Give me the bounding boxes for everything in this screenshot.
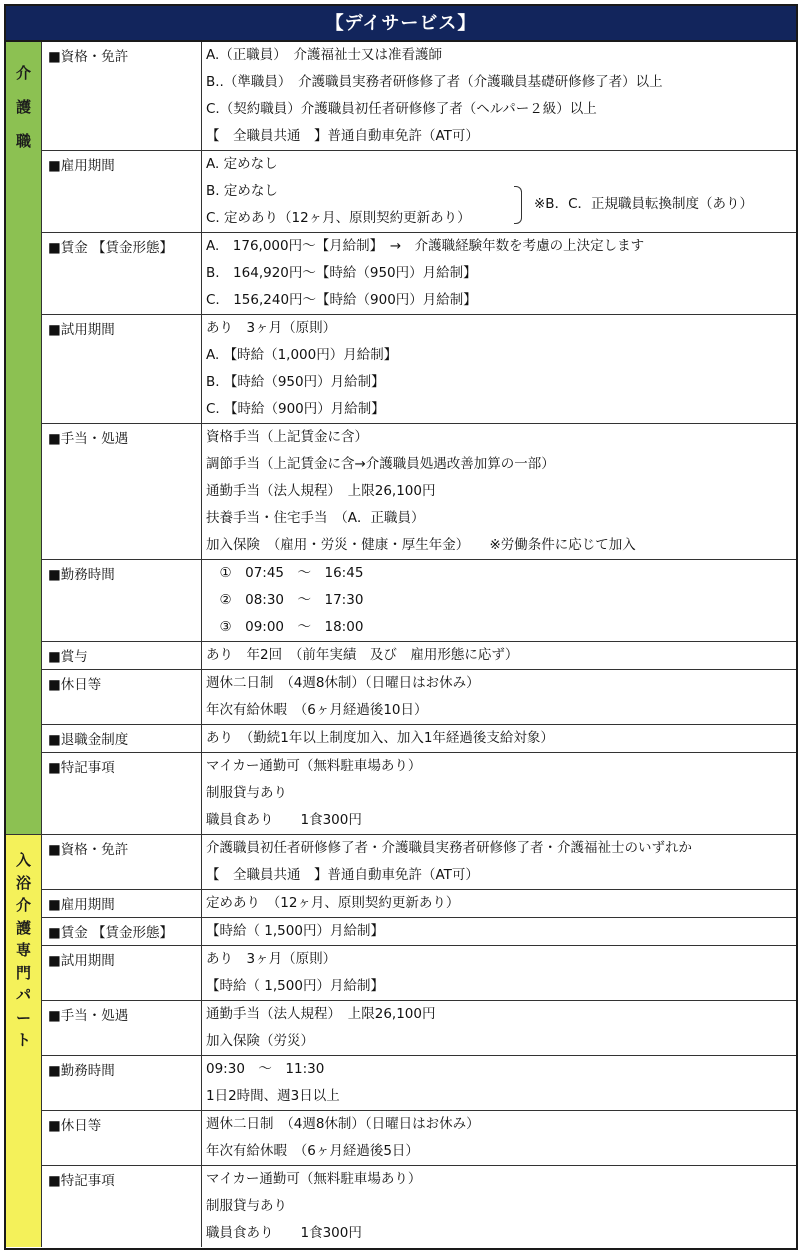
content-line: C. 定めあり（12ヶ月、原則契約更新あり） (206, 210, 471, 226)
table-row (42, 424, 796, 560)
row-content (202, 42, 796, 150)
content-line: 週休二日制 （4週8休制）（日曜日はお休み） (206, 675, 480, 691)
content-line: 通勤手当（法人規程） 上限26,100円 (206, 483, 436, 499)
table-row (42, 642, 796, 670)
row-content (202, 890, 796, 917)
content-line: 年次有給休暇 （6ヶ月経過後10日） (206, 702, 428, 718)
row-label: ■休日等 (42, 1111, 202, 1165)
content-line: あり （勤続1年以上制度加入、加入1年経過後支給対象） (206, 730, 554, 746)
row-content (202, 315, 796, 423)
content-line: 介護職員初任者研修修了者・介護職員実務者研修修了者・介護福祉士のいずれか (206, 840, 692, 856)
job-conditions-table (4, 4, 798, 1250)
row-label: ■資格・免許 (42, 835, 202, 889)
content-line: 資格手当（上記賃金に含） (206, 429, 368, 445)
row-content (202, 946, 796, 1000)
section-side-label (6, 835, 42, 1247)
content-line: C.（契約職員）介護職員初任者研修修了者（ヘルパー２級）以上 (206, 101, 597, 117)
content-line: ② 08:30 ～ 17:30 (206, 592, 364, 608)
row-content (202, 642, 796, 669)
content-line: ① 07:45 ～ 16:45 (206, 565, 364, 581)
side-label-char: 職 (15, 132, 31, 150)
row-content (202, 1166, 796, 1247)
content-line: 【 全職員共通 】普通自動車免許（AT可） (206, 867, 479, 883)
table-row (42, 233, 796, 315)
section-side-label (6, 42, 42, 834)
side-label-char: 入 (15, 851, 31, 869)
row-label: ■賃金 【賃金形態】 (42, 233, 202, 314)
content-line: A. 【時給（1,000円）月給制】 (206, 347, 398, 363)
section-care-staff (6, 42, 796, 835)
row-label: ■試用期間 (42, 315, 202, 423)
row-content (202, 1056, 796, 1110)
side-label-char: パ (15, 986, 31, 1004)
page-title: 【デイサービス】 (6, 6, 796, 42)
side-label-char: 護 (15, 98, 31, 116)
row-label: ■賃金 【賃金形態】 (42, 918, 202, 945)
row-content (202, 151, 796, 232)
content-line: 定めあり （12ヶ月、原則契約更新あり） (206, 895, 460, 911)
content-line: ③ 09:00 ～ 18:00 (206, 619, 364, 635)
content-line: あり 3ヶ月（原則） (206, 951, 337, 967)
content-line: 制服貸与あり (206, 785, 287, 801)
content-line: 制服貸与あり (206, 1198, 287, 1214)
row-label: ■勤務時間 (42, 1056, 202, 1110)
row-label: ■雇用期間 (42, 151, 202, 232)
row-content (202, 725, 796, 752)
content-line: C. 【時給（900円）月給制】 (206, 401, 385, 417)
content-line: 【時給（ 1,500円）月給制】 (206, 923, 384, 939)
content-line: 1日2時間、週3日以上 (206, 1088, 340, 1104)
side-label-char: 介 (15, 896, 31, 914)
content-line: A. 定めなし (206, 156, 278, 172)
table-row (42, 42, 796, 151)
row-content (202, 835, 796, 889)
row-content (202, 753, 796, 834)
table-row (42, 1111, 796, 1166)
table-row (42, 835, 796, 890)
table-row (42, 946, 796, 1001)
content-line: 扶養手当・住宅手当 （A．正職員） (206, 510, 425, 526)
content-line: C. 156,240円～【時給（900円）月給制】 (206, 292, 477, 308)
content-line: B. 定めなし (206, 183, 278, 199)
row-label: ■特記事項 (42, 753, 202, 834)
content-line: 週休二日制 （4週8休制）（日曜日はお休み） (206, 1116, 480, 1132)
side-label-char: ト (15, 1031, 31, 1049)
section-rows (42, 835, 796, 1247)
row-content (202, 233, 796, 314)
table-row (42, 725, 796, 753)
side-label-char: 浴 (15, 873, 31, 892)
table-row (42, 560, 796, 642)
side-label-char: 門 (15, 963, 31, 982)
row-label: ■勤務時間 (42, 560, 202, 641)
row-content (202, 560, 796, 641)
table-row (42, 670, 796, 725)
row-content (202, 670, 796, 724)
table-row (42, 1056, 796, 1111)
brace-bracket (514, 186, 522, 224)
table-row (42, 1166, 796, 1247)
content-line: 調節手当（上記賃金に含→介護職員処遇改善加算の一部） (206, 456, 555, 472)
content-line: 年次有給休暇 （6ヶ月経過後5日） (206, 1143, 419, 1159)
row-label: ■手当・処遇 (42, 424, 202, 559)
row-label: ■退職金制度 (42, 725, 202, 752)
row-label: ■手当・処遇 (42, 1001, 202, 1055)
content-line: A.（正職員） 介護福祉士又は准看護師 (206, 47, 443, 63)
content-line: 加入保険（労災） (206, 1033, 314, 1049)
side-label-char: ー (15, 1008, 31, 1027)
content-line: A. 176,000円～【月給制】 → 介護職経験年数を考慮の上決定します (206, 238, 645, 254)
row-label: ■賞与 (42, 642, 202, 669)
table-row (42, 890, 796, 918)
content-line: 【 全職員共通 】普通自動車免許（AT可） (206, 128, 479, 144)
content-line: 加入保険 （雇用・労災・健康・厚生年金） ※労働条件に応じて加入 (206, 537, 636, 553)
section-rows (42, 42, 796, 834)
content-line: B. 164,920円～【時給（950円）月給制】 (206, 265, 477, 281)
row-content (202, 1001, 796, 1055)
sections-container (6, 42, 796, 1247)
table-row (42, 151, 796, 233)
row-label: ■試用期間 (42, 946, 202, 1000)
row-label: ■雇用期間 (42, 890, 202, 917)
row-label: ■休日等 (42, 670, 202, 724)
content-line: 【時給（ 1,500円）月給制】 (206, 978, 384, 994)
content-line: B. 【時給（950円）月給制】 (206, 374, 385, 390)
table-row (42, 918, 796, 946)
section-bath-care-part (6, 835, 796, 1247)
row-label: ■特記事項 (42, 1166, 202, 1247)
content-line: あり 3ヶ月（原則） (206, 320, 337, 336)
content-line: B..（準職員） 介護職員実務者研修修了者（介護職員基礎研修修了者）以上 (206, 74, 663, 90)
content-line: 通勤手当（法人規程） 上限26,100円 (206, 1006, 436, 1022)
content-line: マイカー通勤可（無料駐車場あり） (206, 1171, 422, 1187)
row-content (202, 1111, 796, 1165)
content-line: マイカー通勤可（無料駐車場あり） (206, 758, 422, 774)
table-row (42, 1001, 796, 1056)
row-content (202, 424, 796, 559)
conversion-note: ※B．C．正規職員転換制度（あり） (534, 196, 753, 212)
side-label-char: 介 (15, 64, 31, 82)
row-label: ■資格・免許 (42, 42, 202, 150)
table-row (42, 753, 796, 834)
table-row (42, 315, 796, 424)
content-line: 職員食あり 1食300円 (206, 812, 362, 828)
side-label-char: 専 (15, 941, 31, 959)
content-line: あり 年2回 （前年実績 及び 雇用形態に応ず） (206, 647, 519, 663)
side-label-char: 護 (15, 918, 31, 937)
row-content (202, 918, 796, 945)
content-line: 09:30 ～ 11:30 (206, 1061, 325, 1077)
content-line: 職員食あり 1食300円 (206, 1225, 362, 1241)
